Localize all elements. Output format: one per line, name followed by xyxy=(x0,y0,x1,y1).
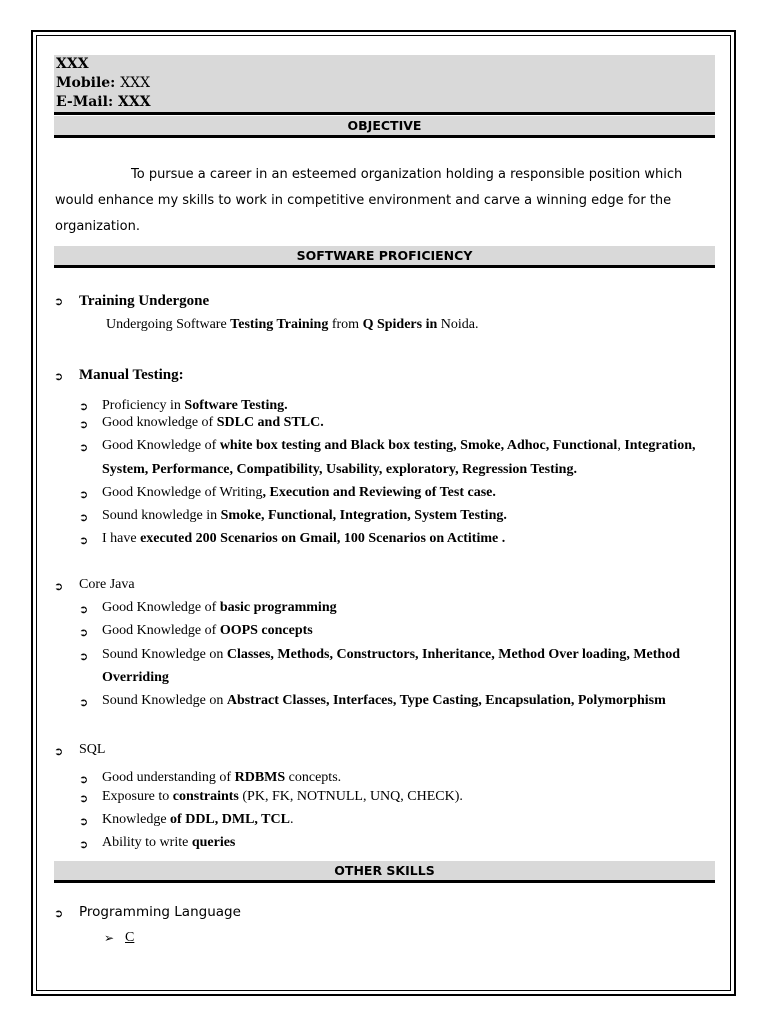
bullet-arrow-icon: ➲ xyxy=(79,418,89,431)
list-item: Good Knowledge of Writing, Execution and Reviewing of Test case. xyxy=(102,485,496,500)
manual-testing-heading: Manual Testing: xyxy=(79,367,184,383)
arrowhead-bullet-icon: ➢ xyxy=(104,931,115,945)
section-other-skills: OTHER SKILLS xyxy=(54,861,715,883)
objective-line-3: organization. xyxy=(55,219,140,234)
objective-text xyxy=(55,162,700,240)
list-item: Sound Knowledge on Abstract Classes, Interfaces, Type Casting, Encapsulation, Polymorphism xyxy=(102,693,666,708)
bullet-arrow-icon: ➲ xyxy=(54,295,64,308)
email-label: E-Mail: xyxy=(56,94,114,110)
list-item-continued: Overriding xyxy=(102,670,169,685)
list-item: Good Knowledge of OOPS concepts xyxy=(102,623,313,638)
list-item: Good understanding of RDBMS concepts. xyxy=(102,770,342,785)
objective-line-1: To pursue a career in an esteemed organization holding a responsible position which xyxy=(131,167,683,182)
list-item: Ability to write queries xyxy=(102,835,236,850)
bullet-arrow-icon: ➲ xyxy=(79,696,89,709)
bullet-arrow-icon: ➲ xyxy=(79,815,89,828)
language-item-c: C xyxy=(125,930,135,945)
list-item: Good knowledge of SDLC and STLC. xyxy=(102,415,324,430)
bullet-arrow-icon: ➲ xyxy=(79,603,89,616)
bullet-arrow-icon: ➲ xyxy=(79,838,89,851)
bullet-arrow-icon: ➲ xyxy=(79,511,89,524)
section-software-proficiency: SOFTWARE PROFICIENCY xyxy=(54,246,715,268)
bullet-arrow-icon: ➲ xyxy=(54,907,64,920)
bullet-arrow-icon: ➲ xyxy=(79,773,89,786)
section-objective: OBJECTIVE xyxy=(54,116,715,138)
bullet-arrow-icon: ➲ xyxy=(79,792,89,805)
list-item: Knowledge of DDL, DML, TCL. xyxy=(102,812,294,827)
bullet-arrow-icon: ➲ xyxy=(79,650,89,663)
bullet-arrow-icon: ➲ xyxy=(79,400,89,413)
training-heading: Training Undergone xyxy=(79,293,210,309)
sql-heading: SQL xyxy=(79,742,106,757)
email-line xyxy=(56,93,151,111)
list-item: Sound Knowledge on Classes, Methods, Constructors, Inheritance, Method Over loading, Method xyxy=(102,647,680,662)
list-item: I have executed 200 Scenarios on Gmail, 100 Scenarios on Actitime . xyxy=(102,531,506,546)
core-java-heading: Core Java xyxy=(79,577,135,592)
training-detail: Undergoing Software Testing Training from Q Spiders in Noida. xyxy=(106,317,479,332)
bullet-arrow-icon: ➲ xyxy=(54,580,64,593)
bullet-arrow-icon: ➲ xyxy=(79,534,89,547)
bullet-arrow-icon: ➲ xyxy=(54,370,64,383)
mobile-label: Mobile: xyxy=(56,75,116,91)
mobile-value: XXX xyxy=(120,75,151,91)
mobile-line xyxy=(56,74,150,92)
list-item: Sound knowledge in Smoke, Functional, Integration, System Testing. xyxy=(102,508,507,523)
bullet-arrow-icon: ➲ xyxy=(79,488,89,501)
bullet-arrow-icon: ➲ xyxy=(79,626,89,639)
candidate-name: XXX xyxy=(56,56,89,72)
bullet-arrow-icon: ➲ xyxy=(79,441,89,454)
email-value: XXX xyxy=(118,94,151,110)
bullet-arrow-icon: ➲ xyxy=(54,745,64,758)
programming-language-heading: Programming Language xyxy=(79,904,241,920)
contact-header xyxy=(54,55,715,115)
list-item: Good Knowledge of white box testing and Black box testing, Smoke, Adhoc, Functional, Integration, xyxy=(102,438,696,453)
list-item: Proficiency in Software Testing. xyxy=(102,398,288,413)
list-item-continued: System, Performance, Compatibility, Usability, exploratory, Regression Testing. xyxy=(102,462,577,477)
objective-line-2: would enhance my skills to work in competitive environment and carve a winning edge for the xyxy=(55,193,672,208)
list-item: Good Knowledge of basic programming xyxy=(102,600,337,615)
list-item: Exposure to constraints (PK, FK, NOTNULL, UNQ, CHECK). xyxy=(102,789,463,804)
